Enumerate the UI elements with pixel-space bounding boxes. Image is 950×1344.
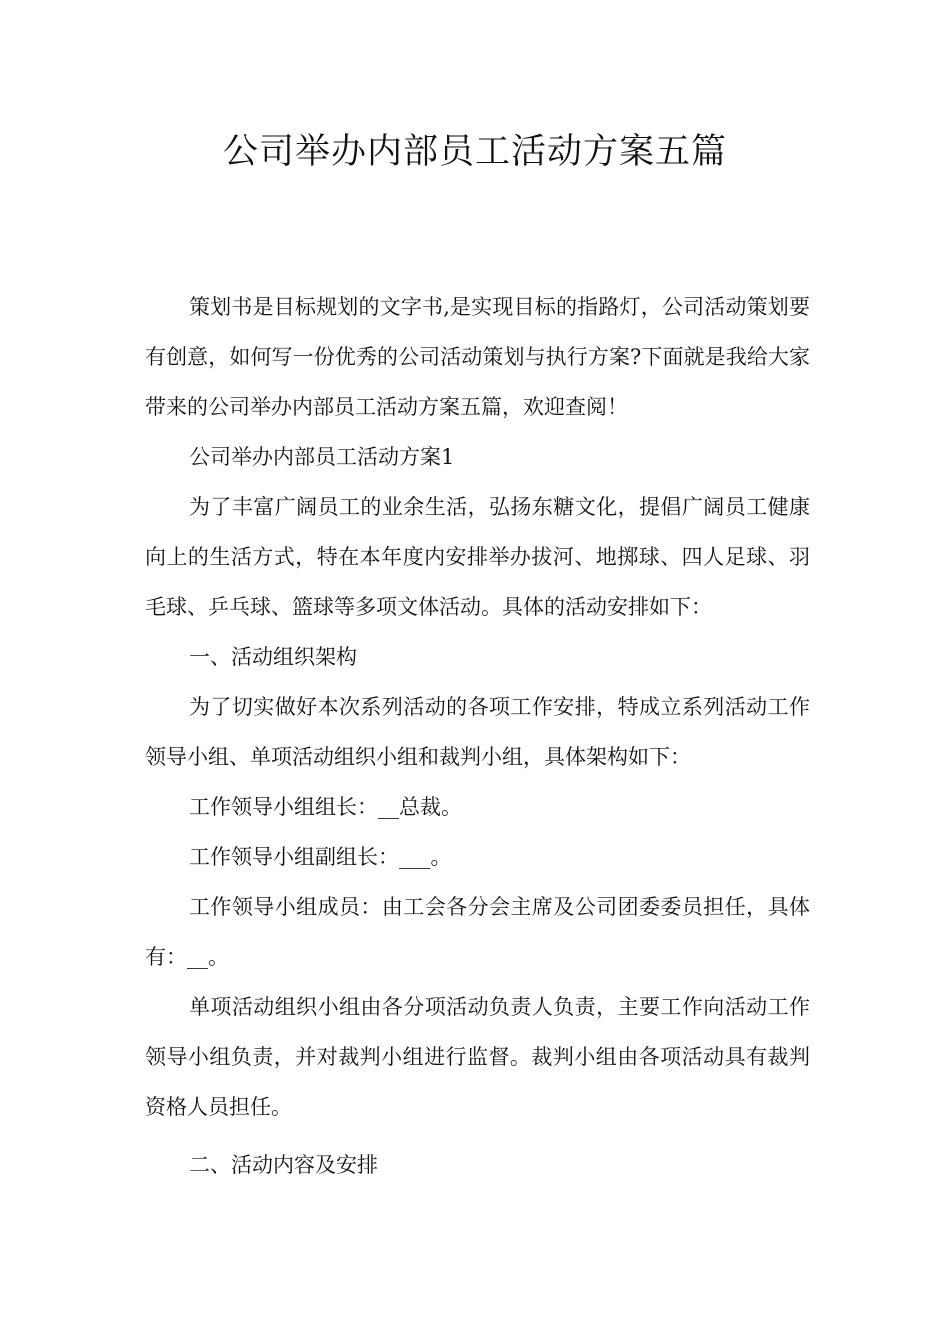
section-heading-organization: 一、活动组织架构 xyxy=(189,645,357,669)
document-title: 公司举办内部员工活动方案五篇 xyxy=(222,132,727,172)
section-heading-plan-1: 公司举办内部员工活动方案1 xyxy=(189,445,455,469)
document-body xyxy=(145,282,810,1190)
leader-line: 工作领导小组组长：__总裁。 xyxy=(189,795,462,819)
groups-paragraph: 单项活动组织小组由各分项活动负责人负责，主要工作向活动工作领导小组负责，并对裁判小组进行监督。裁判小组由各项活动具有裁判资格人员担任。 xyxy=(145,995,810,1119)
organization-paragraph: 为了切实做好本次系列活动的各项工作安排，特成立系列活动工作领导小组、单项活动组织小组和裁判小组，具体架构如下： xyxy=(145,695,810,769)
intro-paragraph: 策划书是目标规划的文字书,是实现目标的指路灯，公司活动策划要有创意，如何写一份优秀的公司活动策划与执行方案?下面就是我给大家带来的公司举办内部员工活动方案五篇，欢迎查阅！ xyxy=(145,295,810,419)
members-paragraph: 工作领导小组成员：由工会各分会主席及公司团委委员担任，具体有：__。 xyxy=(145,895,810,969)
deputy-leader-line: 工作领导小组副组长：___。 xyxy=(189,845,452,869)
purpose-paragraph: 为了丰富广阔员工的业余生活，弘扬东糖文化，提倡广阔员工健康向上的生活方式，特在本年度内安排举办拔河、地掷球、四人足球、羽毛球、乒乓球、篮球等多项文体活动。具体的活动安排如下： xyxy=(145,495,810,619)
section-heading-content: 二、活动内容及安排 xyxy=(189,1153,378,1177)
